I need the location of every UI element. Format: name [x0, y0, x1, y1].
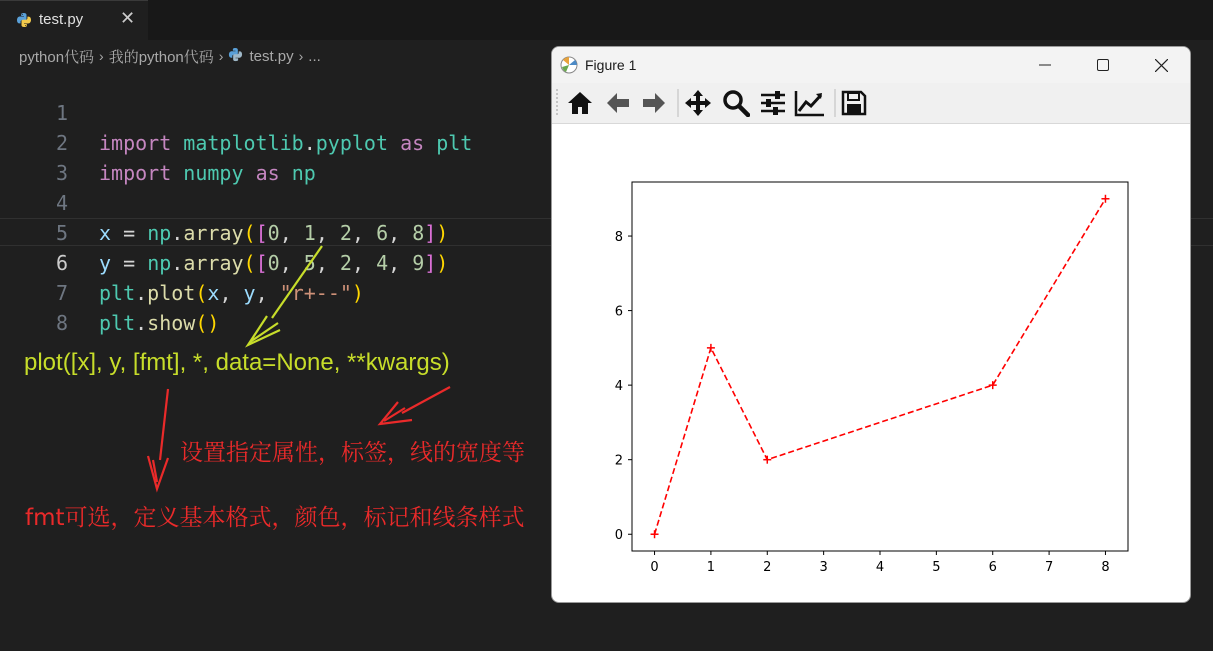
breadcrumb-item-symbols[interactable]: ...	[308, 47, 321, 65]
kwargs-annotation: 设置指定属性，标签，线的宽度等	[180, 440, 525, 466]
chevron-right-icon: ›	[218, 48, 224, 64]
line-number: 5	[55, 221, 68, 245]
forward-icon[interactable]	[638, 88, 670, 118]
x-tick-label: 4	[875, 560, 885, 575]
y-tick-label: 6	[614, 304, 623, 320]
code-text: y = np.array([0, 5, 2, 4, 9])	[99, 251, 449, 275]
maximize-icon[interactable]	[1080, 47, 1126, 83]
code-text: import numpy as np	[99, 161, 316, 185]
edit-axes-icon[interactable]	[794, 88, 826, 118]
line-number: 1	[55, 101, 68, 125]
zoom-icon[interactable]	[720, 88, 752, 118]
minimize-icon[interactable]	[1022, 47, 1068, 83]
close-window-icon[interactable]	[1138, 47, 1184, 83]
window-title: Figure 1	[585, 57, 637, 73]
line-number: 7	[55, 281, 68, 305]
line-number: 8	[55, 311, 68, 335]
data-point-marker	[1101, 195, 1109, 203]
code-text: plt.show()	[99, 311, 220, 335]
line-number: 4	[55, 191, 68, 215]
arrow-to-fmt-note	[148, 389, 168, 489]
data-line	[655, 199, 1106, 534]
close-icon[interactable]: ✕	[120, 8, 136, 29]
x-tick-label: 2	[763, 560, 772, 575]
y-tick-label: 2	[614, 453, 623, 469]
fmt-annotation: fmt可选，定义基本格式，颜色，标记和线条样式	[25, 505, 525, 531]
x-tick-label: 3	[819, 560, 828, 575]
line-number: 2	[55, 131, 68, 155]
toolbar-separator	[677, 89, 679, 117]
save-icon[interactable]	[838, 88, 870, 118]
arrow-to-kwargs-note	[380, 387, 450, 424]
window-titlebar[interactable]	[552, 47, 1190, 83]
line-number: 3	[55, 161, 68, 185]
code-text: import matplotlib.pyplot as plt	[99, 131, 473, 155]
data-point-marker	[989, 381, 997, 389]
x-tick-label: 7	[1044, 560, 1054, 575]
matplotlib-logo-icon	[560, 56, 578, 78]
code-text: x = np.array([0, 1, 2, 6, 8])	[99, 221, 449, 245]
breadcrumb-item-subfolder[interactable]: 我的python代码	[108, 48, 214, 66]
arrow-fmt-to-signature	[248, 246, 322, 345]
chevron-right-icon: ›	[99, 48, 104, 64]
y-tick-label: 8	[614, 230, 623, 246]
tab-label: test.py	[39, 11, 84, 28]
data-point-marker	[651, 530, 659, 538]
breadcrumb-item-file[interactable]: test.py	[249, 47, 294, 65]
line-number: 6	[55, 251, 68, 275]
x-tick-label: 1	[706, 560, 716, 575]
y-tick-label: 0	[614, 528, 623, 544]
y-tick-label: 4	[614, 379, 623, 395]
back-icon[interactable]	[602, 88, 634, 118]
plot-canvas[interactable]	[552, 124, 1190, 602]
data-point-marker	[707, 344, 715, 352]
signature-annotation: plot([x], y, [fmt], *, data=None, **kwargs)	[24, 349, 450, 376]
figure-window[interactable]	[551, 46, 1191, 603]
x-tick-label: 8	[1101, 560, 1110, 575]
toolbar-grip	[555, 89, 559, 117]
chevron-right-icon: ›	[298, 48, 304, 64]
data-point-marker	[763, 456, 771, 464]
x-tick-label: 0	[650, 560, 659, 575]
toolbar-separator	[834, 89, 836, 117]
pan-icon[interactable]	[682, 88, 714, 118]
x-tick-label: 6	[988, 560, 997, 575]
axes-frame	[632, 182, 1128, 551]
x-tick-label: 5	[932, 560, 941, 575]
code-text: plt.plot(x, y, "r+--")	[99, 281, 364, 305]
home-icon[interactable]	[564, 88, 596, 118]
navigation-toolbar	[552, 83, 1190, 124]
configure-subplots-icon[interactable]	[757, 88, 789, 118]
breadcrumb-item-folder[interactable]: python代码	[19, 48, 95, 66]
